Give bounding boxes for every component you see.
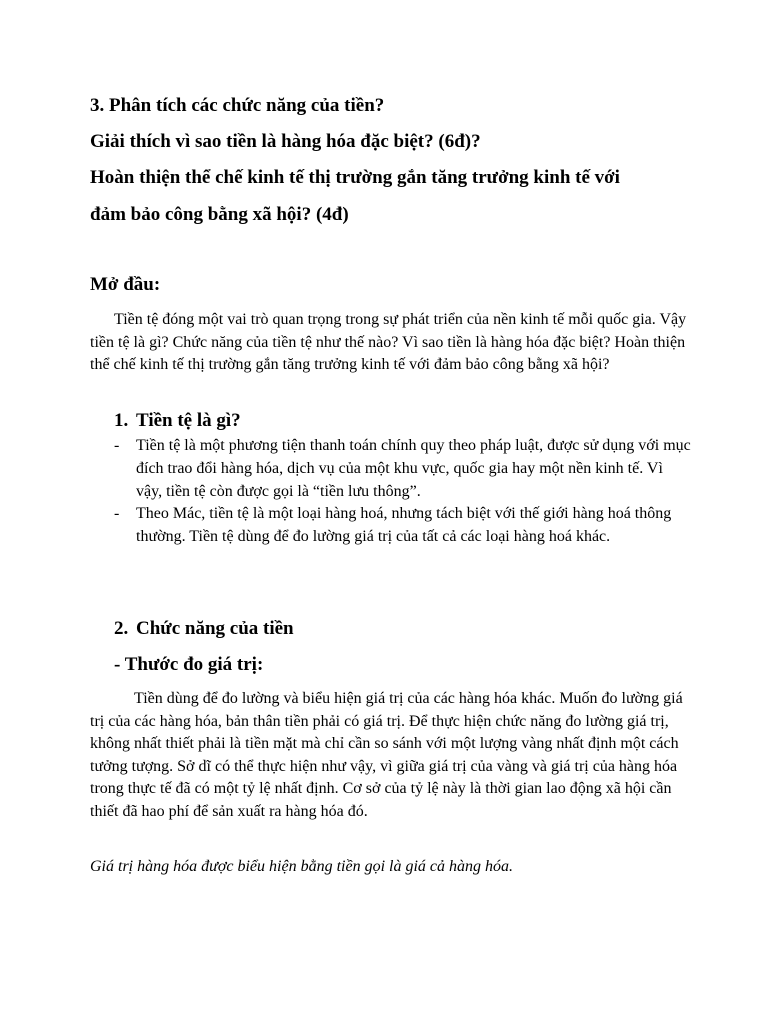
bullet-text: Theo Mác, tiền tệ là một loại hàng hoá, nhưng tách biệt với thế giới hàng hoá thông thường. Tiền tệ dùng để đo lường giá trị của tất cả các loại hàng hoá khác. xyxy=(136,505,672,545)
section-2-title: Chức năng của tiền xyxy=(136,618,294,639)
section-1-heading xyxy=(114,409,241,433)
bullet-dash: - xyxy=(114,505,120,522)
section-2-paragraph: Tiền dùng để đo lường và biểu hiện giá trị của các hàng hóa khác. Muốn đo lường giá trị của các hàng hóa, bản thân tiền phải có giá trị. Để thực hiện chức năng đo lường giá trị, không nhất thiết phải là tiền mặt mà chỉ cần so sánh với một lượng vàng nhất định một cách tưởng tượng. Sở dĩ có thể thực hiện như vậy, vì giữa giá trị của vàng và giá trị của hàng hóa trong thực tế đã có một tỷ lệ nhất định. Cơ sở của tỷ lệ này là thời gian lao động xã hội cần thiết đã hao phí để sản xuất ra hàng hóa đó. xyxy=(90,690,683,820)
section-2-heading xyxy=(114,617,294,641)
question-line-4: đảm bảo công bằng xã hội? (4đ) xyxy=(90,204,349,225)
question-line-3: Hoàn thiện thể chế kinh tế thị trường gắn tăng trưởng kinh tế với xyxy=(90,167,620,188)
question-line-1: 3. Phân tích các chức năng của tiền? xyxy=(90,95,385,116)
list-item xyxy=(114,502,692,548)
section-1-number: 1. xyxy=(114,410,129,431)
bullet-text: Tiền tệ là một phương tiện thanh toán chính quy theo pháp luật, được sử dụng với mục đích trao đổi hàng hóa, dịch vụ của một khu vực, quốc gia hay một nền kinh tế. Vì vậy, tiền tệ còn được gọi là “tiền lưu thông”. xyxy=(136,437,691,500)
intro-paragraph: Tiền tệ đóng một vai trò quan trọng trong sự phát triển của nền kinh tế mỗi quốc gia. Vậy tiền tệ là gì? Chức năng của tiền tệ như thế nào? Vì sao tiền là hàng hóa đặc biệt? Hoàn thiện thể chế kinh tế thị trường gắn tăng trưởng kinh tế với đảm bảo công bằng xã hội? xyxy=(90,311,687,373)
italic-note: Giá trị hàng hóa được biểu hiện bằng tiền gọi là giá cả hàng hóa. xyxy=(90,858,514,875)
section-1-title: Tiền tệ là gì? xyxy=(136,410,241,431)
bullet-dash: - xyxy=(114,437,120,454)
question-line-2: Giải thích vì sao tiền là hàng hóa đặc biệt? (6đ)? xyxy=(90,131,481,152)
section-2-number: 2. xyxy=(114,618,129,639)
section-2-subheading: - Thước đo giá trị: xyxy=(114,654,264,675)
intro-heading: Mở đầu: xyxy=(90,274,161,295)
list-item xyxy=(114,434,692,503)
